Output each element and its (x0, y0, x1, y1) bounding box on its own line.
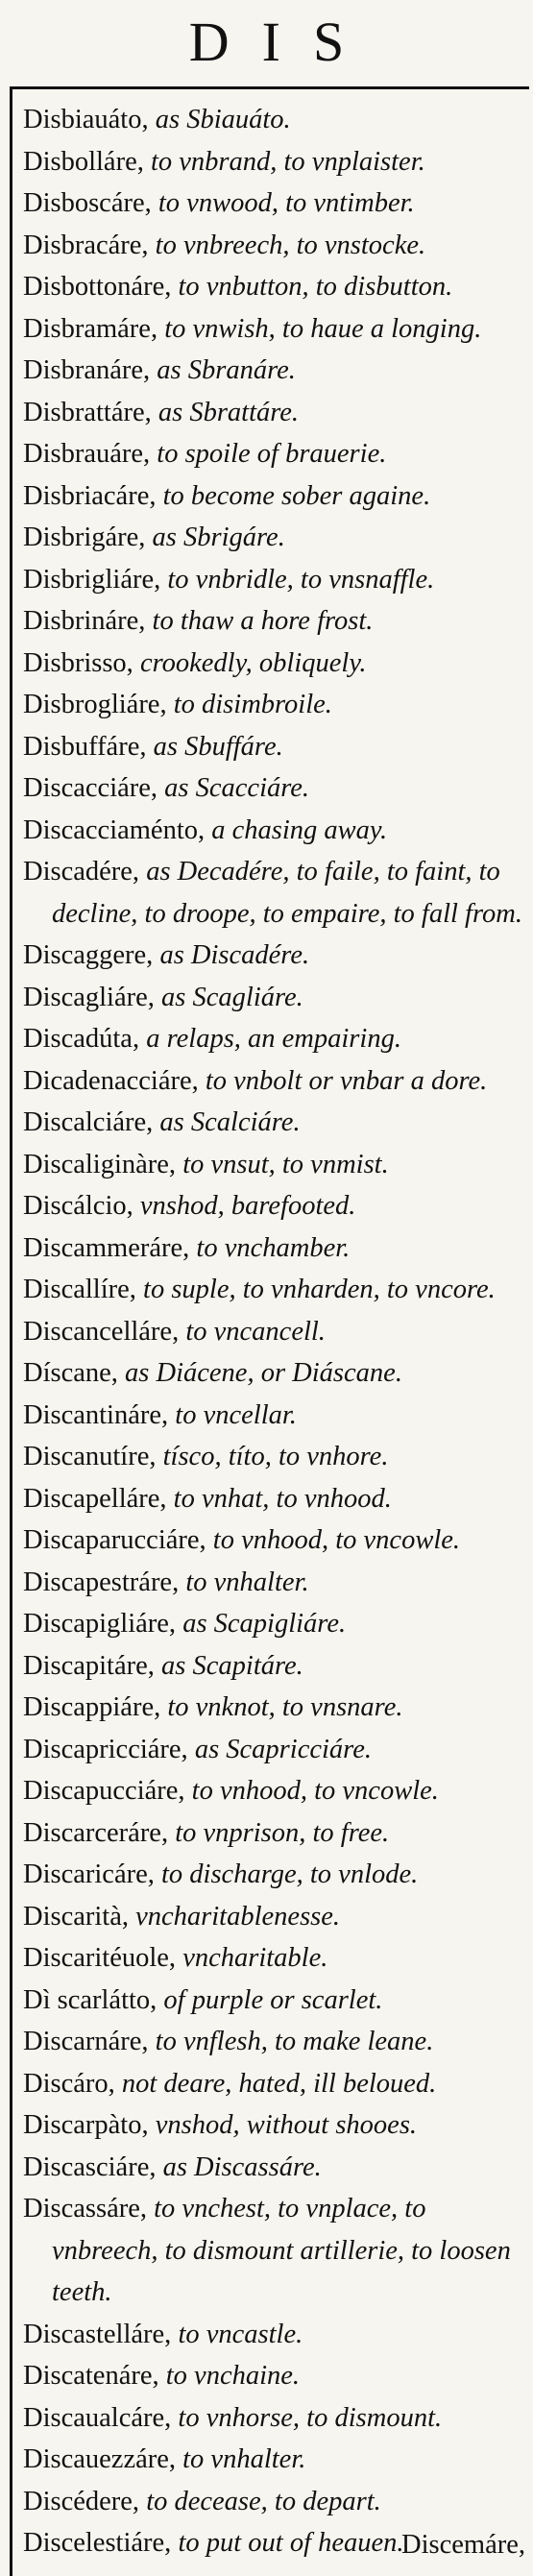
dictionary-entry (23, 225, 522, 267)
entry-headword: Discallíre, (23, 1275, 136, 1304)
column-rule (10, 86, 12, 2576)
entry-headword: Discálcio, (23, 1191, 133, 1221)
entry-headword: Discappiáre, (23, 1692, 161, 1722)
entry-headword: Discauezzáre, (23, 2444, 177, 2474)
entry-definition: to spoile of brauerie. (150, 439, 387, 469)
entry-headword: Discarità, (23, 1901, 129, 1932)
entry-headword: Discaualcáre, (23, 2402, 172, 2433)
dictionary-entry (23, 1269, 522, 1311)
dictionary-entry (23, 1436, 522, 1478)
entry-headword: Disbiauáto, (23, 105, 149, 134)
entry-headword: Discaparucciáre, (23, 1525, 206, 1555)
entry-definition: vnshod, barefooted. (133, 1191, 356, 1221)
entry-definition: to vnwish, to haue a longing. (157, 313, 482, 344)
entry-definition: as Scacciáre. (157, 773, 310, 803)
dictionary-entry (23, 2104, 522, 2147)
entry-headword: Discapucciáre, (23, 1776, 185, 1806)
entry-headword: Discantináre, (23, 1399, 169, 1430)
dictionary-entry (23, 2314, 522, 2356)
dictionary-entry (23, 99, 522, 141)
entry-definition: to vnchamber. (189, 1232, 351, 1263)
entry-definition: vncharitable. (176, 1943, 328, 1973)
entry-definition: to vnhood, to vncowle. (206, 1525, 461, 1555)
dictionary-entry (23, 1937, 522, 1980)
dictionary-entry (23, 433, 522, 475)
dictionary-entry (23, 1645, 522, 1688)
entry-headword: Discapitáre, (23, 1650, 155, 1681)
entry-definition: to vnbreech, to vnstocke. (148, 230, 426, 260)
entry-definition: as Scalciáre. (153, 1107, 301, 1137)
entry-definition: a relaps, an empairing. (139, 1024, 401, 1054)
dictionary-entry (23, 1185, 522, 1227)
entry-definition: crookedly, obliquely. (133, 647, 367, 678)
entry-definition: vnshod, without shooes. (148, 2110, 418, 2140)
entry-headword: Disbriacáre, (23, 480, 157, 511)
dictionary-entry (23, 182, 522, 225)
dictionary-entry (23, 1352, 522, 1395)
dictionary-entry (23, 1227, 522, 1270)
entry-headword: Discapelláre, (23, 1483, 167, 1514)
entry-headword: Discaliginàre, (23, 1149, 177, 1179)
dictionary-entry (23, 475, 522, 518)
page-header: DIS (188, 11, 377, 73)
dictionary-entry (23, 1060, 522, 1103)
dictionary-entry (23, 1395, 522, 1437)
entry-definition: to vncellar. (168, 1399, 297, 1430)
entry-definition: to vnbrand, to vnplaister. (143, 146, 425, 177)
dictionary-entry (23, 1896, 522, 1938)
dictionary-entry (23, 1519, 522, 1562)
entry-headword: Discatenáre, (23, 2361, 159, 2391)
entry-definition: as Scagliáre. (154, 982, 303, 1012)
dictionary-entry (23, 1562, 522, 1604)
entry-definition: vncharitablenesse. (129, 1901, 341, 1932)
entry-definition: to vnwood, to vntimber. (151, 188, 415, 218)
header-rule (10, 86, 529, 89)
entry-headword: Discédere, (23, 2486, 140, 2516)
entry-definition: to vnhat, to vnhood. (166, 1483, 392, 1514)
entry-headword: Disbolláre, (23, 146, 144, 177)
entry-definition: to vnchaine. (158, 2361, 301, 2391)
entry-headword: Discancelláre, (23, 1316, 180, 1347)
dictionary-entry (23, 1812, 522, 1855)
entry-definition: to vnhood, to vncowle. (184, 1776, 439, 1806)
dictionary-entry (23, 2481, 522, 2523)
entry-definition: to disimbroile. (166, 690, 332, 719)
entry-headword: Discáro, (23, 2068, 115, 2099)
entry-headword: Disbottonáre, (23, 272, 172, 302)
entry-headword: Disbranáre, (23, 355, 151, 385)
entry-headword: Discaritéuole, (23, 1943, 177, 1973)
entry-definition: as Scapigliáre. (176, 1609, 347, 1639)
entry-definition: to vnbridle, to vnsnaffle. (160, 564, 435, 595)
entry-definition: tísco, títo, to vnhore. (156, 1442, 389, 1471)
entry-headword: Discapricciáre, (23, 1734, 188, 1764)
entry-definition: to vnprison, to free. (168, 1817, 390, 1848)
entry-definition: to vnchest, to vnplace, to vnbreech, to dismount artillerie, to loosen teeth. (52, 2194, 511, 2307)
dictionary-entry (23, 643, 522, 685)
entry-definition: as Sbrigáre. (145, 522, 285, 552)
entry-headword: Discelestiáre, (23, 2528, 172, 2558)
dictionary-entry (23, 977, 522, 1019)
dictionary-entry (23, 600, 522, 643)
entry-headword: Disbrauáre, (23, 439, 151, 469)
entry-headword: Discarnáre, (23, 2027, 149, 2056)
dictionary-entry (23, 1770, 522, 1812)
dictionary-entry (23, 935, 522, 977)
entry-headword: Discarpàto, (23, 2110, 149, 2140)
dictionary-entry (23, 308, 522, 351)
entry-definition: to discharge, to vnlode. (154, 1859, 419, 1889)
entry-headword: Disbrigliáre, (23, 564, 161, 595)
entry-definition: to vnhalter. (179, 1567, 309, 1597)
entry-headword: Discadére, (23, 857, 140, 887)
entry-headword: Disbrattáre, (23, 397, 152, 427)
entry-headword: Discaggere, (23, 940, 154, 970)
entry-headword: Discarceráre, (23, 1817, 169, 1848)
entry-headword: Disbrináre, (23, 606, 146, 636)
dictionary-entry (23, 141, 522, 183)
entry-definition: to vncancell. (179, 1316, 326, 1347)
entry-headword: Disbrisso, (23, 647, 133, 678)
entry-headword: Disboscáre, (23, 188, 152, 218)
entry-definition: as Scapricciáre. (187, 1734, 372, 1764)
entry-headword: Discacciaménto, (23, 814, 206, 845)
entry-headword: Discadúta, (23, 1024, 140, 1054)
dictionary-entry (23, 1854, 522, 1896)
dictionary-entry (23, 726, 522, 768)
dictionary-entry (23, 266, 522, 308)
dictionary-entry (23, 1102, 522, 1144)
entry-definition: to vnhalter. (176, 2444, 306, 2474)
dictionary-entry (23, 851, 522, 935)
entry-headword: Discacciáre, (23, 773, 158, 803)
entry-definition: as Sbiauáto. (148, 105, 291, 134)
dictionary-entry (23, 2439, 522, 2481)
entry-headword: Discanutíre, (23, 1442, 157, 1471)
dictionary-entry (23, 392, 522, 434)
entry-definition: as Scapitáre. (154, 1650, 303, 1681)
entry-definition: as Discadére. (153, 940, 310, 970)
dictionary-entry (23, 350, 522, 392)
entry-headword: Discassáre, (23, 2194, 147, 2224)
dictionary-entry (23, 1687, 522, 1729)
entry-headword: Discalciáre, (23, 1107, 154, 1137)
entry-definition: to vnsut, to vnmist. (176, 1149, 389, 1179)
entry-definition: to become sober againe. (156, 480, 431, 511)
entry-headword: Discaricáre, (23, 1859, 155, 1889)
entry-definition: to vnflesh, to make leane. (148, 2027, 434, 2056)
dictionary-entry (23, 2355, 522, 2397)
entry-definition: to vnknot, to vnsnare. (160, 1692, 403, 1722)
entry-definition: to suple, to vnharden, to vncore. (135, 1275, 496, 1304)
entry-headword: Disbuffáre, (23, 731, 147, 762)
entry-definition: as Discassáre. (156, 2151, 322, 2182)
entry-headword: Dicadenacciáre, (23, 1065, 199, 1096)
entry-headword: Disbramáre, (23, 313, 158, 344)
catchword: Discemáre, (401, 2530, 525, 2560)
entry-definition: a chasing away. (205, 814, 388, 845)
entry-headword: Discastelláre, (23, 2319, 172, 2349)
entry-headword: Disbracáre, (23, 230, 149, 260)
dictionary-entry (23, 1311, 522, 1353)
dictionary-entry (23, 1729, 522, 1771)
dictionary-entry (23, 767, 522, 810)
entry-headword: Disbrigáre, (23, 522, 146, 552)
entry-definition: to vncastle. (171, 2319, 303, 2349)
entry-headword: Discammeráre, (23, 1232, 190, 1263)
dictionary-entry (23, 1980, 522, 2022)
entry-definition: to thaw a hore frost. (145, 606, 374, 636)
dictionary-entry (23, 2397, 522, 2440)
dictionary-entry (23, 517, 522, 559)
dictionary-entry (23, 2063, 522, 2105)
dictionary-entry (23, 1603, 522, 1645)
entry-headword: Discasciáre, (23, 2151, 157, 2182)
entry-definition: as Decadére, to faile, to faint, to decline, to droope, to empaire, to fall from. (52, 857, 522, 929)
entry-definition: as Diácene, or Diáscane. (117, 1358, 402, 1388)
entry-headword: Díscane, (23, 1358, 118, 1388)
dictionary-entry (23, 559, 522, 601)
dictionary-column (23, 99, 522, 2564)
entry-definition: to vnhorse, to dismount. (171, 2402, 443, 2433)
entry-definition: to put out of heauen. (171, 2528, 404, 2558)
entry-definition: as Sbrattáre. (151, 397, 300, 427)
entry-definition: as Sbuffáre. (146, 731, 283, 762)
dictionary-entry (23, 810, 522, 852)
dictionary-entry (23, 684, 522, 726)
dictionary-entry (23, 1018, 522, 1060)
entry-definition: as Sbranáre. (150, 355, 296, 385)
entry-headword: Discapigliáre, (23, 1609, 177, 1639)
entry-headword: Dì scarlátto, (23, 1984, 157, 2015)
entry-definition: to decease, to depart. (139, 2486, 381, 2516)
entry-headword: Disbrogliáre, (23, 690, 167, 719)
entry-definition: to vnbolt or vnbar a dore. (198, 1065, 488, 1096)
dictionary-entry (23, 2021, 522, 2063)
dictionary-entry (23, 1478, 522, 1520)
entry-headword: Discagliáre, (23, 982, 155, 1012)
entry-definition: to vnbutton, to disbutton. (171, 272, 453, 302)
entry-definition: of purple or scarlet. (157, 1984, 383, 2015)
dictionary-entry (23, 2188, 522, 2314)
entry-definition: not deare, hated, ill beloued. (114, 2068, 437, 2099)
dictionary-entry (23, 1144, 522, 1186)
entry-headword: Discapestráre, (23, 1567, 180, 1597)
dictionary-entry (23, 2147, 522, 2189)
